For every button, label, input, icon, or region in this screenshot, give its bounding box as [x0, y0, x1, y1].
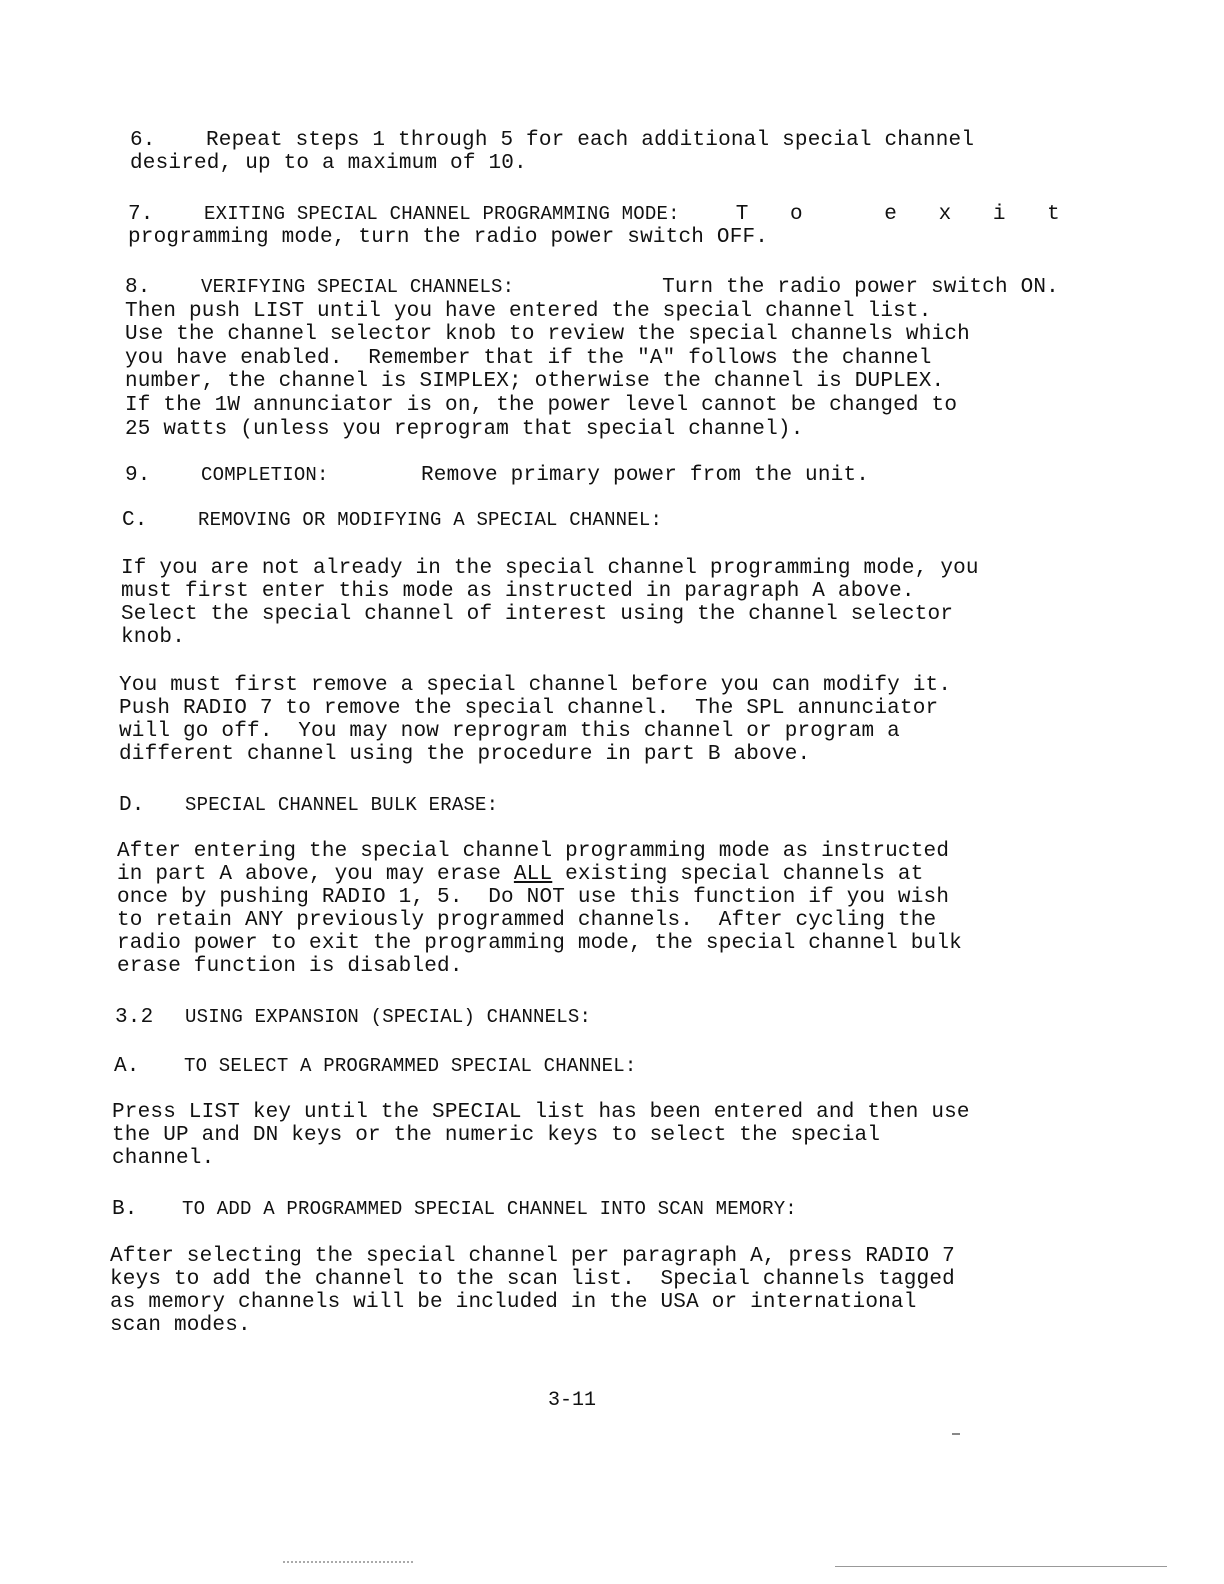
item-7-number: 7.	[128, 203, 154, 226]
item-7-char-3: e	[884, 203, 898, 226]
paragraph-a-line-2: the UP and DN keys or the numeric keys to select the special	[112, 1124, 881, 1147]
paragraph-b-line-1: After selecting the special channel per paragraph A, press RADIO 7	[110, 1245, 955, 1268]
item-7-char-1: T	[735, 203, 749, 226]
item-8-line-2: Then push LIST until you have entered the special channel list.	[125, 299, 932, 323]
item-8-number: 8.	[125, 276, 151, 299]
paragraph-c-2-line-3: will go off. You may now reprogram this channel or program a	[119, 720, 900, 743]
scan-speck	[952, 1433, 960, 1435]
item-9-heading: COMPLETION:	[201, 464, 329, 486]
section-3-2-heading	[115, 1006, 591, 1029]
paragraph-b-line-4: scan modes.	[110, 1314, 251, 1337]
paragraph-c-1-line-3: Select the special channel of interest using the channel selector	[121, 603, 954, 626]
item-7-char-6: t	[1047, 203, 1060, 226]
paragraph-c-2-line-1: You must first remove a special channel before you can modify it.	[119, 674, 952, 697]
item-6-text: Repeat steps 1 through 5 for each additional special channel	[206, 129, 975, 152]
paragraph-d-line-2-post: existing special channels at	[552, 863, 924, 886]
paragraph-a-line-1: Press LIST key until the SPECIAL list has been entered and then use	[112, 1101, 970, 1124]
section-a-title: TO SELECT A PROGRAMMED SPECIAL CHANNEL:	[184, 1055, 637, 1077]
scan-edge-dots	[283, 1561, 413, 1563]
paragraph-d-line-5: radio power to exit the programming mode, the special channel bulk	[117, 932, 962, 955]
section-b-label: B.	[112, 1198, 138, 1221]
item-6	[130, 129, 1060, 175]
item-7-char-5: i	[992, 203, 1006, 226]
item-9-text: Remove primary power from the unit.	[421, 464, 870, 487]
paragraph-c-1-line-4: knob.	[121, 626, 186, 649]
paragraph-b	[110, 1245, 1044, 1337]
paragraph-d-line-4: to retain ANY previously programmed channels. After cycling the	[117, 909, 937, 932]
paragraph-d-line-6: erase function is disabled.	[117, 955, 463, 978]
paragraph-a	[112, 1101, 1046, 1170]
paragraph-d-line-2	[117, 863, 1051, 886]
paragraph-c-1-line-2: must first enter this mode as instructed in paragraph A above.	[121, 580, 915, 603]
section-d-label: D.	[119, 794, 145, 817]
paragraph-c-2-line-2: Push RADIO 7 to remove the special channel. The SPL annunciator	[119, 697, 939, 720]
item-8-line-7: 25 watts (unless you reprogram that special channel).	[125, 417, 804, 441]
section-3-2-title: USING EXPANSION (SPECIAL) CHANNELS:	[185, 1006, 592, 1028]
section-a-label: A.	[114, 1055, 140, 1078]
paragraph-c-2-line-4: different channel using the procedure in part B above.	[119, 743, 811, 766]
item-8-line-1	[125, 276, 1059, 300]
item-8-line-3: Use the channel selector knob to review the special channels which	[125, 323, 970, 347]
item-7-line-1	[128, 203, 1060, 226]
paragraph-d-line-1: After entering the special channel programming mode as instructed	[117, 840, 950, 863]
item-8	[125, 276, 1059, 441]
item-6-number: 6.	[130, 129, 156, 152]
item-8-line-5: number, the channel is SIMPLEX; otherwise the channel is DUPLEX.	[125, 370, 945, 394]
item-7-line-2: programming mode, turn the radio power switch OFF.	[128, 226, 769, 249]
paragraph-a-line-3: channel.	[112, 1147, 215, 1170]
item-7-heading: EXITING SPECIAL CHANNEL PROGRAMMING MODE:	[204, 203, 680, 225]
section-b-title: TO ADD A PROGRAMMED SPECIAL CHANNEL INTO SCAN MEMORY:	[182, 1198, 797, 1220]
item-8-line-1-rest: Turn the radio power switch ON.	[662, 276, 1059, 299]
section-3-2-label: 3.2	[115, 1006, 154, 1029]
section-b-heading	[112, 1198, 797, 1221]
item-8-line-4: you have enabled. Remember that if the "A" follows the channel	[125, 346, 932, 370]
paragraph-c-1	[121, 557, 1055, 649]
section-c-label: C.	[122, 509, 148, 532]
item-6-line-2: desired, up to a maximum of 10.	[130, 152, 527, 175]
item-7-char-4: x	[938, 203, 952, 226]
paragraph-c-2	[119, 674, 1053, 766]
item-9-number: 9.	[125, 464, 151, 487]
section-a-heading	[114, 1055, 636, 1078]
paragraph-b-line-2: keys to add the channel to the scan list. Special channels tagged	[110, 1268, 955, 1291]
section-d-title: SPECIAL CHANNEL BULK ERASE:	[185, 794, 499, 816]
item-7-char-2: o	[789, 203, 803, 226]
item-9	[125, 464, 869, 487]
section-c-heading	[122, 509, 662, 532]
scan-edge-rule	[835, 1566, 1167, 1567]
paragraph-d-line-3: once by pushing RADIO 1, 5. Do NOT use this function if you wish	[117, 886, 950, 909]
paragraph-d-line-2-pre: in part A above, you may erase	[117, 863, 514, 886]
item-8-heading: VERIFYING SPECIAL CHANNELS:	[201, 276, 515, 298]
paragraph-d-line-2-underlined: ALL	[513, 863, 553, 886]
paragraph-c-1-line-1: If you are not already in the special channel programming mode, you	[121, 557, 979, 580]
section-c-title: REMOVING OR MODIFYING A SPECIAL CHANNEL:	[198, 509, 663, 531]
paragraph-b-line-3: as memory channels will be included in the USA or international	[110, 1291, 917, 1314]
section-d-heading	[119, 794, 498, 817]
paragraph-d	[117, 840, 1051, 978]
item-8-line-6: If the 1W annunciator is on, the power level cannot be changed to	[125, 393, 958, 417]
page-number: 3-11	[548, 1389, 597, 1412]
item-7	[128, 203, 1060, 249]
item-6-line-1	[130, 129, 1060, 152]
item-7-spaced-word	[736, 203, 1060, 226]
